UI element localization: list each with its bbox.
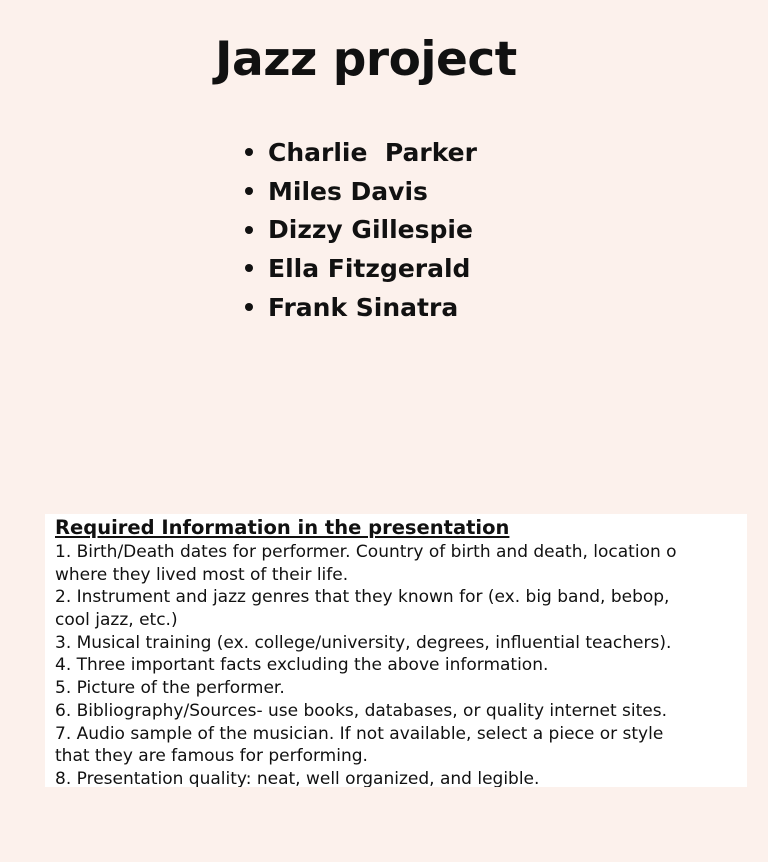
bullet-icon <box>245 303 253 311</box>
musician-list <box>243 133 477 326</box>
requirement-line: 8. Presentation quality: neat, well organized, and legible. <box>55 768 540 787</box>
musician-name: Charlie Parker <box>268 137 477 167</box>
requirement-line: 7. Audio sample of the musician. If not available, select a piece or style <box>55 723 664 744</box>
bullet-icon <box>245 264 253 272</box>
requirement-line: 3. Musical training (ex. college/university, degrees, influential teachers). <box>55 632 672 653</box>
page-title: Jazz project <box>215 32 517 87</box>
musician-name: Dizzy Gillespie <box>268 215 473 245</box>
requirements-panel <box>45 514 747 787</box>
list-item <box>243 133 477 172</box>
list-item <box>243 249 477 288</box>
requirement-line: that they are famous for performing. <box>55 746 368 767</box>
list-item <box>243 288 477 327</box>
bullet-icon <box>245 187 253 195</box>
list-item <box>243 172 477 211</box>
list-item <box>243 210 477 249</box>
requirement-line: 5. Picture of the performer. <box>55 678 285 699</box>
requirement-line: 2. Instrument and jazz genres that they known for (ex. big band, bebop, <box>55 587 670 608</box>
requirements-heading: Required Information in the presentation <box>55 516 510 539</box>
musician-name: Frank Sinatra <box>268 292 459 322</box>
requirement-line: where they lived most of their life. <box>55 564 349 585</box>
requirement-line: 1. Birth/Death dates for performer. Country of birth and death, location o <box>55 542 677 562</box>
musician-name: Miles Davis <box>268 176 428 206</box>
bullet-icon <box>245 148 253 156</box>
requirement-line: 4. Three important facts excluding the above information. <box>55 655 549 676</box>
requirement-line: 6. Bibliography/Sources- use books, databases, or quality internet sites. <box>55 700 667 721</box>
musician-name: Ella Fitzgerald <box>268 253 471 283</box>
requirements-list <box>55 541 747 787</box>
requirement-line: cool jazz, etc.) <box>55 610 178 631</box>
bullet-icon <box>245 226 253 234</box>
